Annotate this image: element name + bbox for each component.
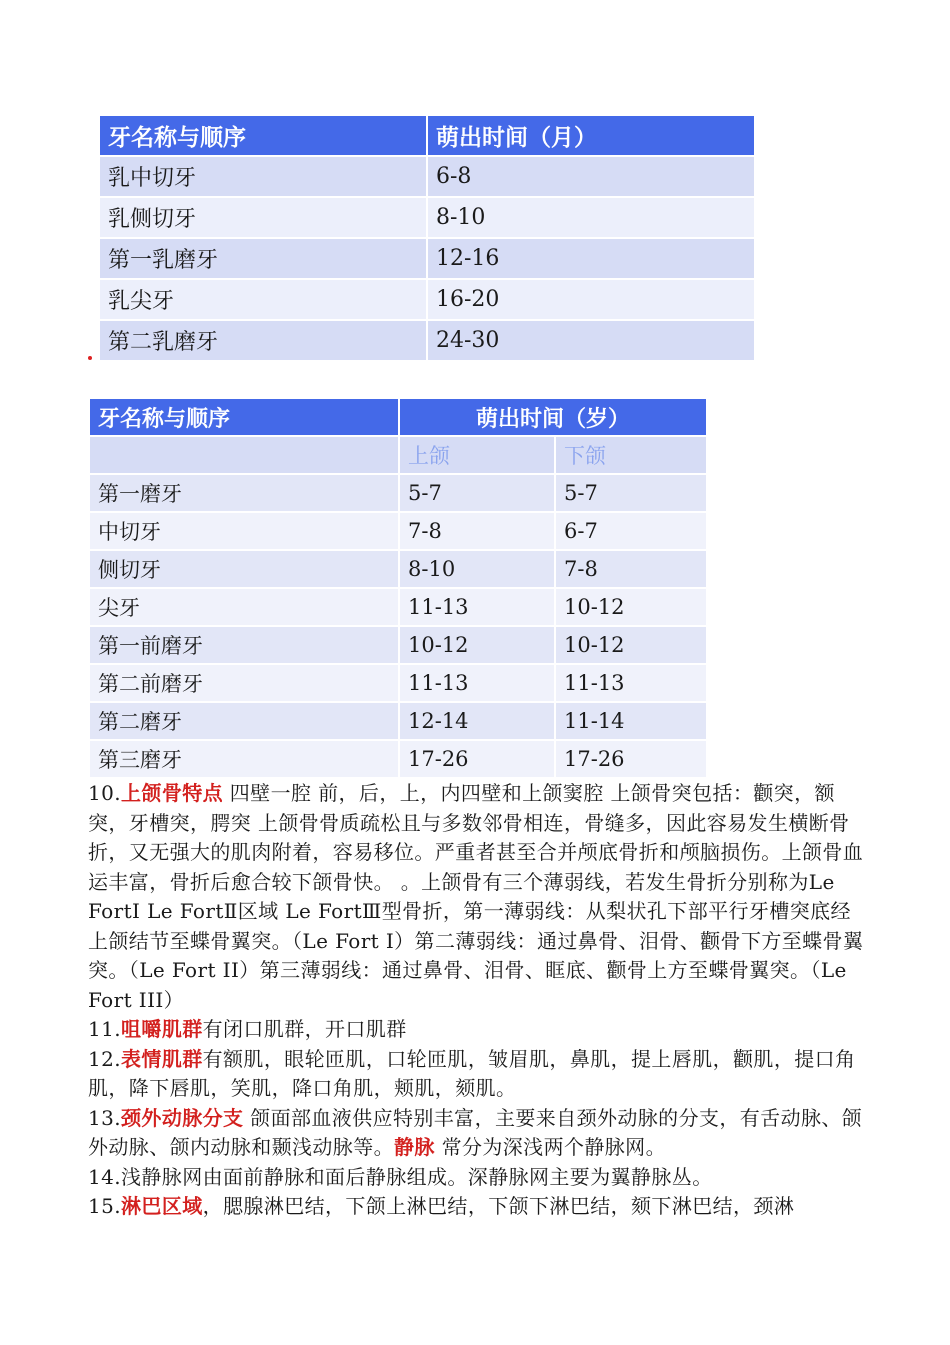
subheader-cell: 上颌 [399,436,555,474]
table-cell: 侧切牙 [89,550,399,588]
table-cell: 24-30 [427,320,755,361]
table-cell: 第二乳磨牙 [99,320,427,361]
primary-teeth-eruption-table [98,114,756,362]
table-cell: 第二前磨牙 [89,664,399,702]
bullet-dot [88,356,92,360]
note-number: 10. [88,781,122,805]
table-cell: 8-10 [399,550,555,588]
table-cell: 第一磨牙 [89,474,399,512]
note-text: 颌面部血液供应特别丰富，主要来自颈外动脉的分支，有舌动脉、颌外动脉、颌内动脉和颞浅动脉等。 [88,1105,863,1159]
note-11 [88,1015,868,1045]
table-cell: 乳侧切牙 [99,197,427,238]
note-14: 14.浅静脉网由面前静脉和面后静脉组成。深静脉网主要为翼静脉丛。 [88,1164,713,1189]
table-row [89,626,707,664]
table-cell: 第二磨牙 [89,702,399,740]
table-cell: 乳尖牙 [99,279,427,320]
table-cell: 12-16 [427,238,755,279]
subheader-cell: 下颌 [555,436,707,474]
table-header-row [89,398,707,436]
table-cell: 10-12 [399,626,555,664]
table-row [89,588,707,626]
note-heading-2: 静脉 [394,1135,435,1159]
table-row [89,550,707,588]
table-cell: 5-7 [555,474,707,512]
table-cell: 中切牙 [89,512,399,550]
table-row [99,238,755,279]
subheader-cell [89,436,399,474]
table-cell: 8-10 [427,197,755,238]
note-number: 12. [88,1046,122,1071]
table-cell: 10-12 [555,588,707,626]
note-text-2: 常分为深浅两个静脉网。 [434,1135,666,1159]
table-row [89,702,707,740]
table-cell: 第一乳磨牙 [99,238,427,279]
table-cell: 第一前磨牙 [89,626,399,664]
table-row [99,279,755,320]
header-cell: 牙名称与顺序 [89,398,399,436]
note-text: 四壁一腔 前，后，上，内四壁和上颌窦腔 上颌骨突包括：颧突，额突，牙槽突，腭突 上颌骨骨质疏松且与多数邻骨相连，骨缝多，因此容易发生横断骨折，又无强大的肌肉附着，容易移位。严重者甚至合并颅底骨折和颅脑损伤。上颌骨血运丰富，骨折后愈合较下颌骨快。 。上颌骨有三个薄弱线，若发生骨折分别称为Le FortⅠ Le FortⅡ区域 Le FortⅢ型骨折，第一薄弱线：从梨状孔下部平行牙槽突底经上颌结节至蝶骨翼突。（Le Fort I）第二薄弱线：通过鼻骨、泪骨、颧骨下方至蝶骨翼突。（Le Fort II）第三薄弱线：通过鼻骨、泪骨、眶底、颧骨上方至蝶骨翼突。（Le Fort III） [88,781,864,1012]
note-heading: 颈外动脉分支 [121,1105,244,1130]
note-15 [88,1192,868,1222]
header-cell: 萌出时间（月） [427,115,755,156]
table-cell: 7-8 [399,512,555,550]
table-cell: 12-14 [399,702,555,740]
table-row [89,512,707,550]
table-cell: 16-20 [427,279,755,320]
note-text: 有闭口肌群，开口肌群 [202,1017,407,1041]
header-cell: 牙名称与顺序 [99,115,427,156]
table-cell: 7-8 [555,550,707,588]
table-cell: 11-13 [399,588,555,626]
table-cell: 5-7 [399,474,555,512]
subheader-row [89,436,707,474]
note-10 [88,779,868,1015]
note-number: 11. [88,1017,122,1041]
table-row [89,664,707,702]
permanent-teeth-eruption-table [88,397,708,779]
table-cell: 11-13 [399,664,555,702]
table-row [89,474,707,512]
note-12 [88,1045,868,1104]
table-row [99,156,755,197]
table-cell: 尖牙 [89,588,399,626]
note-number: 15. [88,1194,122,1218]
table-cell: 11-14 [555,702,707,740]
table-cell: 17-26 [555,740,707,778]
table-cell: 6-8 [427,156,755,197]
table-row [99,197,755,238]
table-cell: 乳中切牙 [99,156,427,197]
table-cell: 6-7 [555,512,707,550]
note-number: 13. [88,1105,122,1130]
note-heading: 上颌骨特点 [121,781,224,805]
note-heading: 咀嚼肌群 [121,1017,203,1041]
table-header-row [99,115,755,156]
table-row [89,740,707,778]
table-row [99,320,755,361]
note-text: ，腮腺淋巴结，下颌上淋巴结，下颌下淋巴结，颏下淋巴结，颈淋 [202,1194,795,1218]
table-cell: 第三磨牙 [89,740,399,778]
header-cell: 萌出时间（岁） [399,398,707,436]
note-text: 有额肌，眼轮匝肌，口轮匝肌，皱眉肌，鼻肌，提上唇肌，颧肌，提口角肌，降下唇肌，笑肌，降口角肌，颊肌，颏肌。 [88,1046,856,1100]
notes-body [88,779,868,1222]
note-heading: 淋巴区域 [121,1194,203,1218]
note-13 [88,1104,868,1163]
table-cell: 17-26 [399,740,555,778]
table-cell: 10-12 [555,626,707,664]
note-heading: 表情肌群 [121,1046,203,1071]
table-cell: 11-13 [555,664,707,702]
